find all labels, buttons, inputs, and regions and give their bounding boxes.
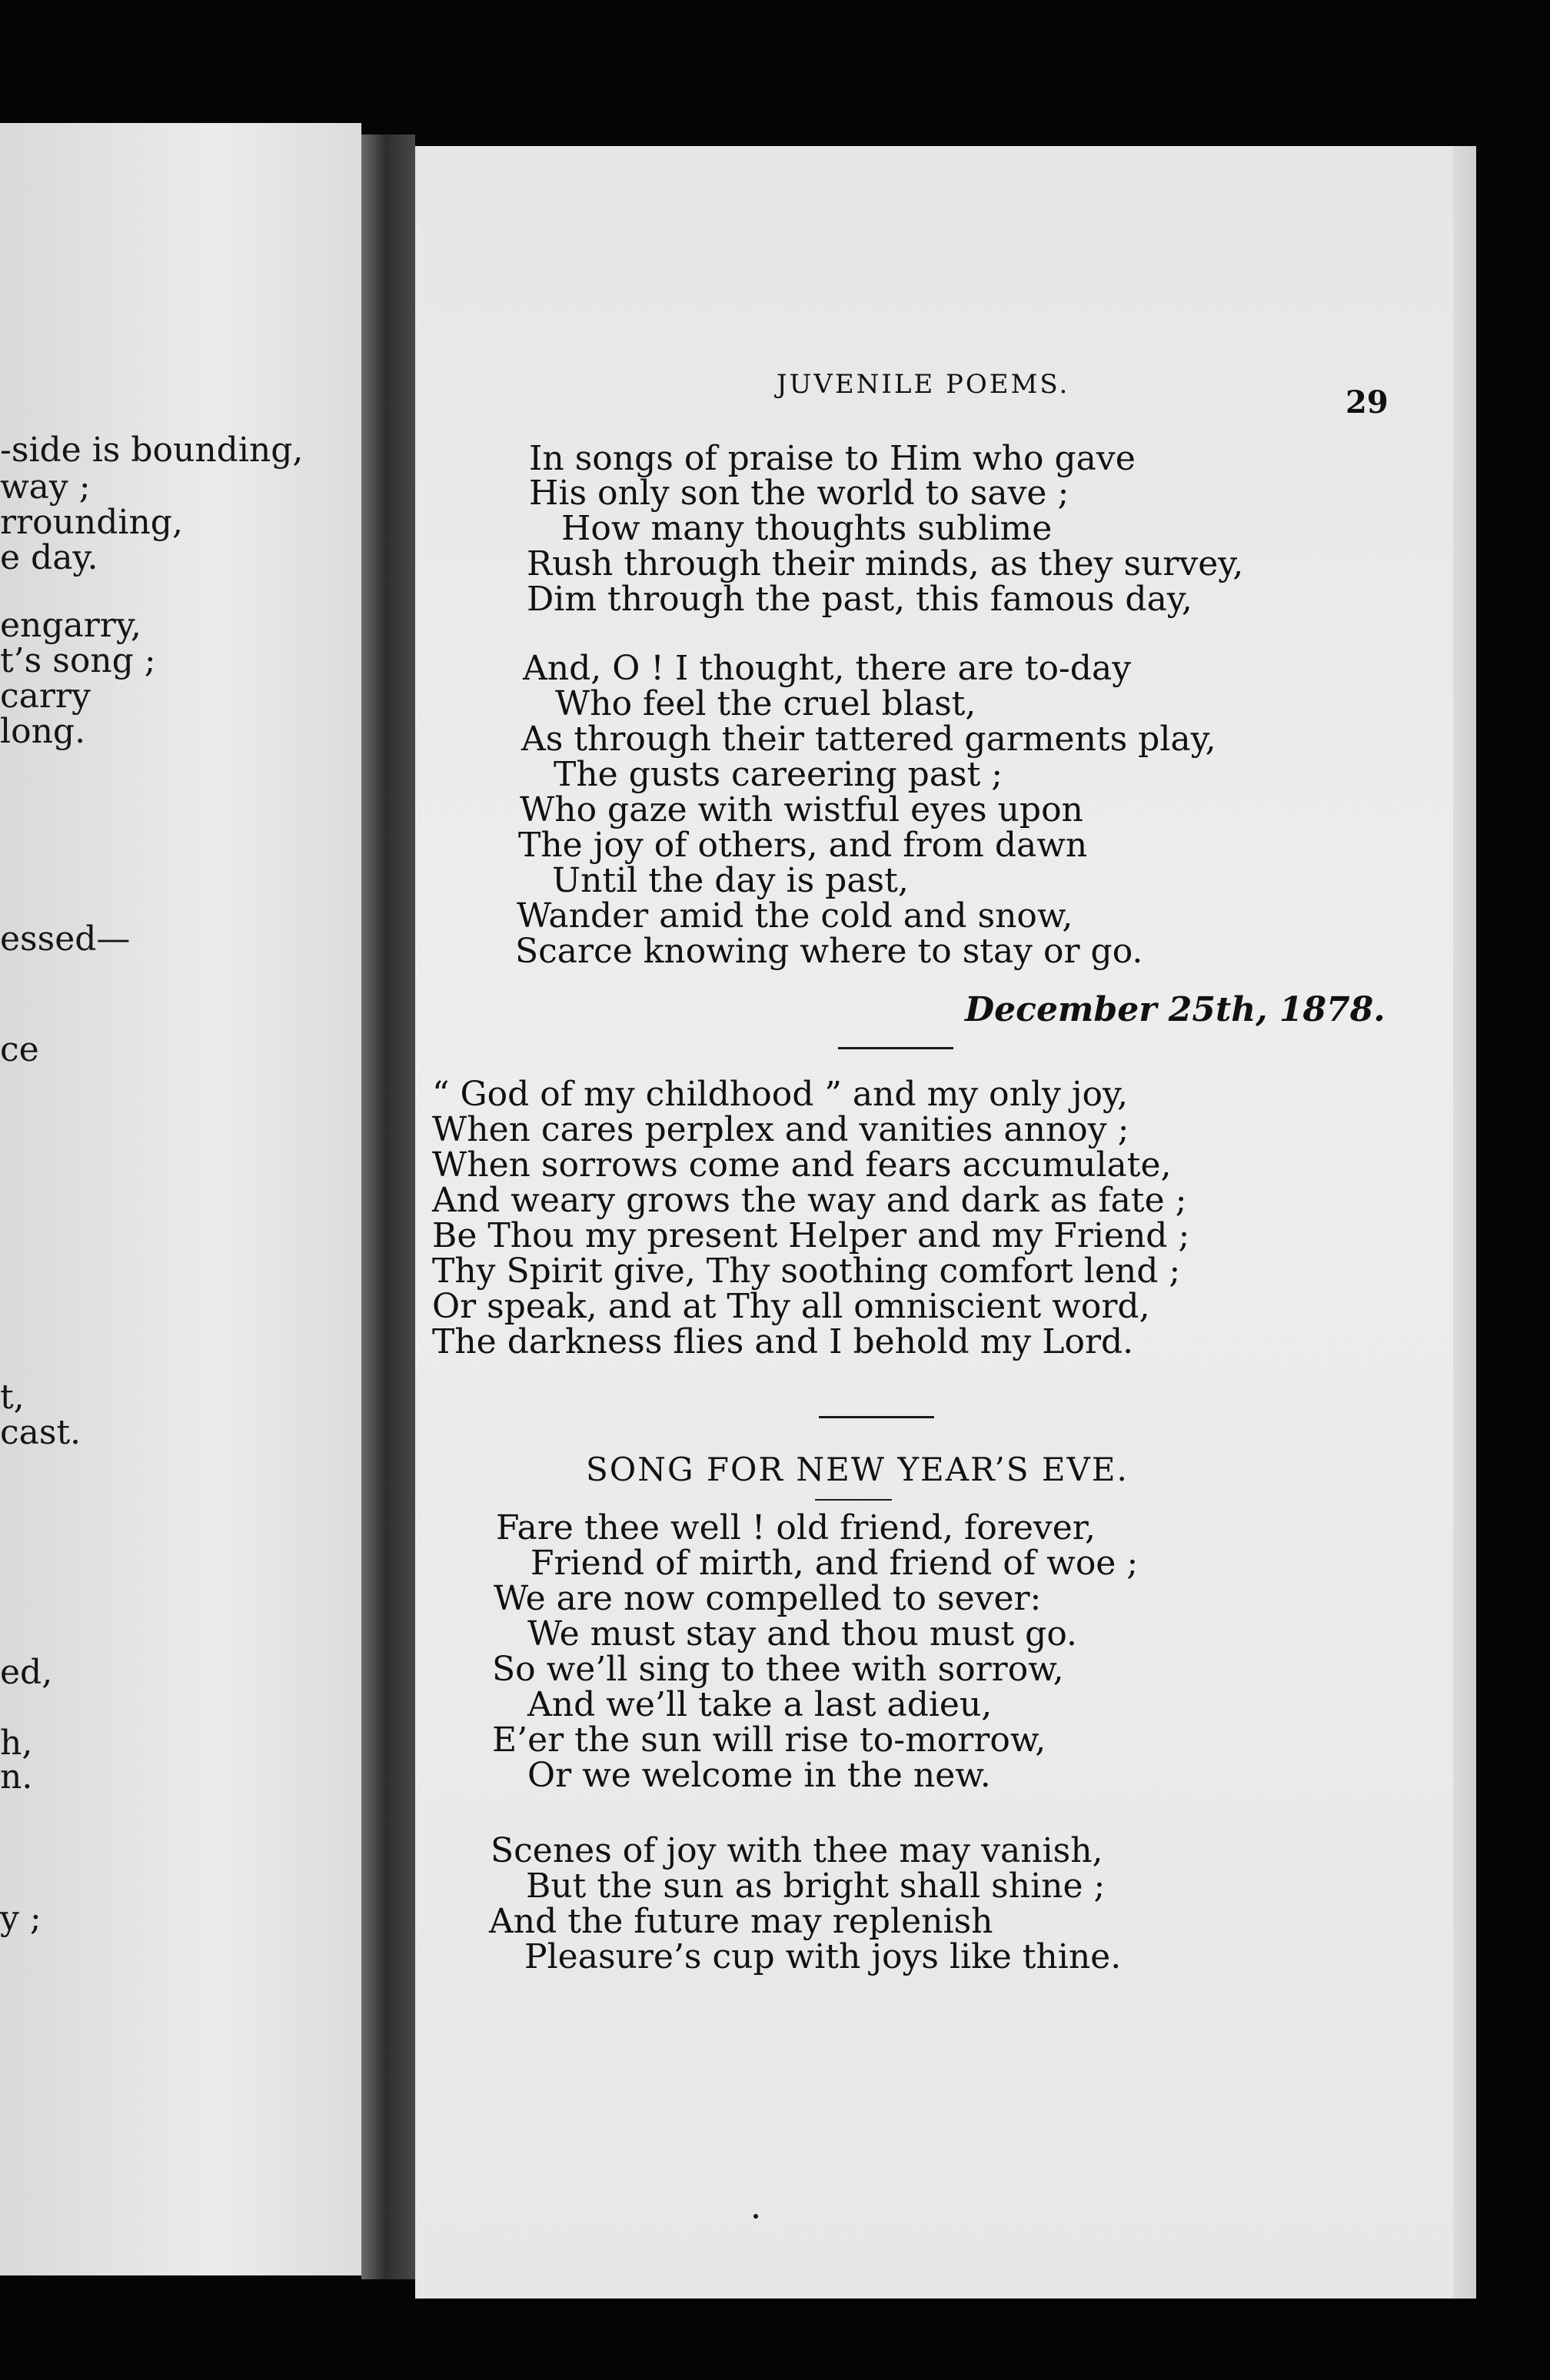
left-fragment: e day.	[0, 538, 98, 577]
book-gutter	[361, 135, 415, 2279]
poem-line: His only son the world to save ;	[529, 474, 1069, 513]
poem-line: Dim through the past, this famous day,	[527, 580, 1192, 619]
poem-line: And, O ! I thought, there are to-day	[523, 649, 1132, 688]
poem-line: Fare thee well ! old friend, forever,	[496, 1508, 1096, 1547]
poem-line: E’er the sun will rise to-morrow,	[492, 1720, 1046, 1760]
poem-line: The joy of others, and from dawn	[518, 826, 1088, 865]
poem-line: And the future may replenish	[489, 1902, 993, 1941]
poem-line: Until the day is past,	[552, 861, 909, 900]
poem-date: December 25th, 1878.	[965, 990, 1385, 1029]
poem-line: Wander amid the cold and snow,	[517, 896, 1073, 936]
poem-line: How many thoughts sublime	[561, 509, 1053, 548]
left-fragment: way ;	[0, 467, 91, 507]
left-fragment: t,	[0, 1378, 25, 1417]
left-fragment: engarry,	[0, 606, 141, 645]
poem-line: Scenes of joy with thee may vanish,	[491, 1831, 1103, 1870]
poem-line: Be Thou my present Helper and my Friend ;	[432, 1216, 1190, 1255]
poem-line: Who feel the cruel blast,	[555, 684, 976, 723]
left-fragment: y ;	[0, 1899, 42, 1938]
poem-line: The darkness flies and I behold my Lord.	[432, 1322, 1134, 1361]
poem-line: And we’ll take a last adieu,	[527, 1685, 993, 1724]
poem-line: Pleasure’s cup with joys like thine.	[524, 1937, 1122, 1976]
title-underline	[815, 1499, 892, 1501]
left-fragment: essed—	[0, 919, 131, 959]
poem-line: When sorrows come and fears accumulate,	[432, 1145, 1172, 1185]
left-fragment: ce	[0, 1030, 39, 1069]
poem-line: As through their tattered garments play,	[521, 720, 1216, 759]
poem-line: Scarce knowing where to stay or go.	[515, 932, 1143, 971]
poem-line: Who gaze with wistful eyes upon	[520, 790, 1083, 829]
poem-line: So we’ll sing to thee with sorrow,	[492, 1650, 1064, 1689]
poem-line: “ God of my childhood ” and my only joy,	[432, 1075, 1129, 1114]
left-fragment: t’s song ;	[0, 641, 156, 680]
left-fragment: carry	[0, 676, 91, 716]
left-fragment: long.	[0, 712, 86, 751]
page-number: 29	[1345, 384, 1389, 420]
poem-line: Or speak, and at Thy all omniscient word,	[432, 1287, 1150, 1326]
poem-line: When cares perplex and vanities annoy ;	[432, 1110, 1129, 1149]
section-divider	[838, 1047, 953, 1049]
poem-line: The gusts careering past ;	[554, 755, 1003, 794]
left-page	[0, 123, 361, 2275]
running-head: JUVENILE POEMS.	[777, 369, 1070, 400]
poem-line: Friend of mirth, and friend of woe ;	[531, 1544, 1139, 1583]
page-edge	[1453, 146, 1476, 2299]
poem-line: Or we welcome in the new.	[527, 1756, 991, 1795]
left-fragment: ed,	[0, 1653, 53, 1692]
poem-line: Rush through their minds, as they survey,	[527, 544, 1244, 583]
right-page	[415, 146, 1476, 2299]
poem-line: In songs of praise to Him who gave	[529, 439, 1136, 478]
left-fragment: n.	[0, 1757, 33, 1797]
left-fragment: -side is bounding,	[0, 430, 304, 470]
section-divider	[819, 1416, 934, 1418]
poem-line: We must stay and thou must go.	[527, 1614, 1078, 1654]
poem-line: But the sun as bright shall shine ;	[526, 1866, 1106, 1906]
left-fragment: cast.	[0, 1413, 81, 1452]
ink-speck	[753, 2214, 758, 2219]
left-fragment: rrounding,	[0, 503, 183, 542]
poem-line: And weary grows the way and dark as fate ;	[432, 1181, 1187, 1220]
left-fragment: h,	[0, 1724, 33, 1763]
song-title: SONG FOR NEW YEAR’S EVE.	[586, 1451, 1129, 1488]
poem-line: We are now compelled to sever:	[494, 1579, 1042, 1618]
poem-line: Thy Spirit give, Thy soothing comfort lend ;	[432, 1251, 1181, 1291]
